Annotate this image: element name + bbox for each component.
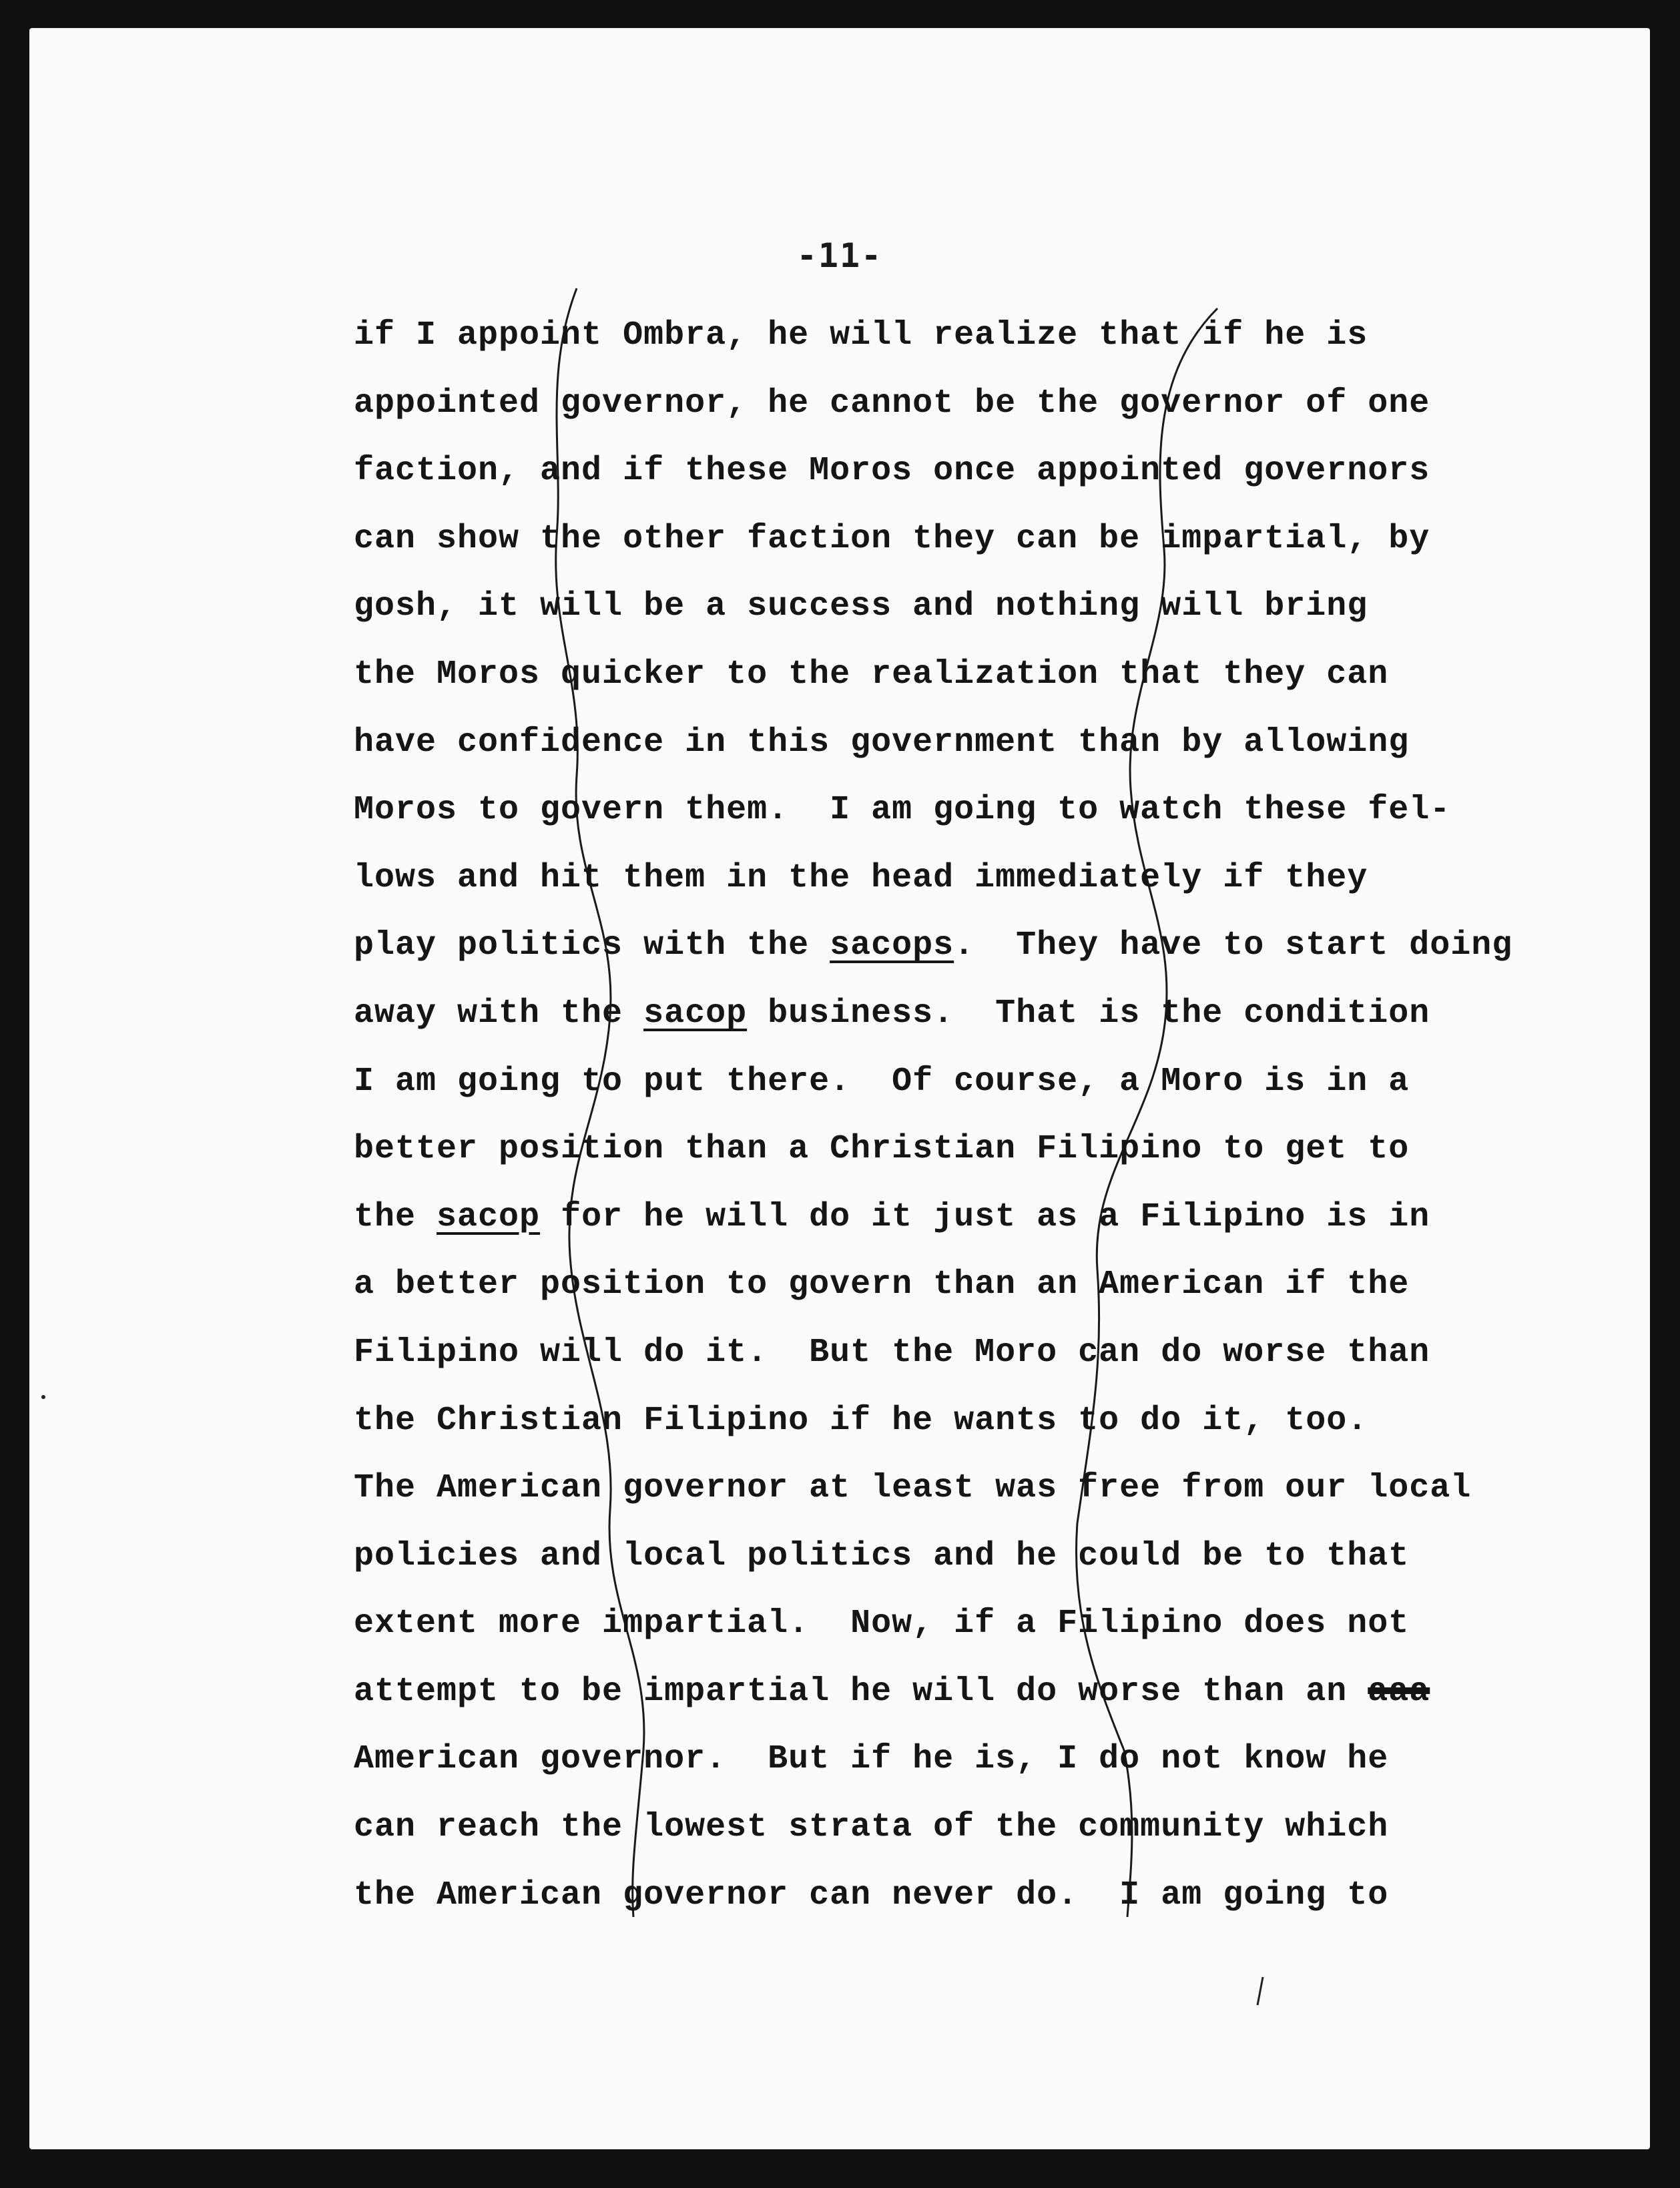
text-line: I am going to put there. Of course, a Moro is in a [354, 1062, 1410, 1101]
text-line: have confidence in this government than by allowing [354, 723, 1410, 762]
underlined-word: sacop [643, 994, 748, 1033]
text-line: The American governor at least was free from our local [354, 1469, 1472, 1508]
struck-out-text: aaa [1368, 1672, 1430, 1711]
page-number: -11- [796, 236, 883, 275]
text-line: the Christian Filipino if he wants to do it, too. [354, 1401, 1368, 1440]
body-text [354, 302, 1555, 1929]
text-line: the Moros quicker to the realization that they can [354, 655, 1389, 694]
text-line: if I appoint Ombra, he will realize that if he is [354, 316, 1368, 354]
text-line: the sacop for he will do it just as a Filipino is in [354, 1197, 1430, 1236]
text-line: American governor. But if he is, I do not know he [354, 1740, 1389, 1779]
document-page [29, 28, 1650, 2149]
text-line: faction, and if these Moros once appointed governors [354, 452, 1430, 491]
text-line: Moros to govern them. I am going to watch these fel- [354, 791, 1451, 830]
text-line: can show the other faction they can be impartial, by [354, 519, 1430, 558]
text-line: policies and local politics and he could be to that [354, 1537, 1410, 1575]
text-line: Filipino will do it. But the Moro can do worse than [354, 1333, 1430, 1372]
text-line: the American governor can never do. I am going to [354, 1876, 1389, 1914]
paper-speck [41, 1395, 45, 1399]
text-line: play politics with the sacops. They have to start doing [354, 926, 1513, 965]
text-line: gosh, it will be a success and nothing will bring [354, 587, 1368, 626]
text-line: a better position to govern than an American if the [354, 1266, 1410, 1304]
text-line: extent more impartial. Now, if a Filipino does not [354, 1605, 1410, 1643]
underlined-word: sacops [830, 926, 954, 965]
text-line: better position than a Christian Filipino to get to [354, 1130, 1410, 1169]
text-line: away with the sacop business. That is the condition [354, 994, 1430, 1033]
underlined-word: sacop [437, 1197, 541, 1236]
text-line: attempt to be impartial he will do worse than an aaa [354, 1672, 1430, 1711]
text-line: appointed governor, he cannot be the governor of one [354, 384, 1430, 423]
text-line: lows and hit them in the head immediately if they [354, 858, 1368, 897]
text-line: can reach the lowest strata of the community which [354, 1808, 1389, 1847]
